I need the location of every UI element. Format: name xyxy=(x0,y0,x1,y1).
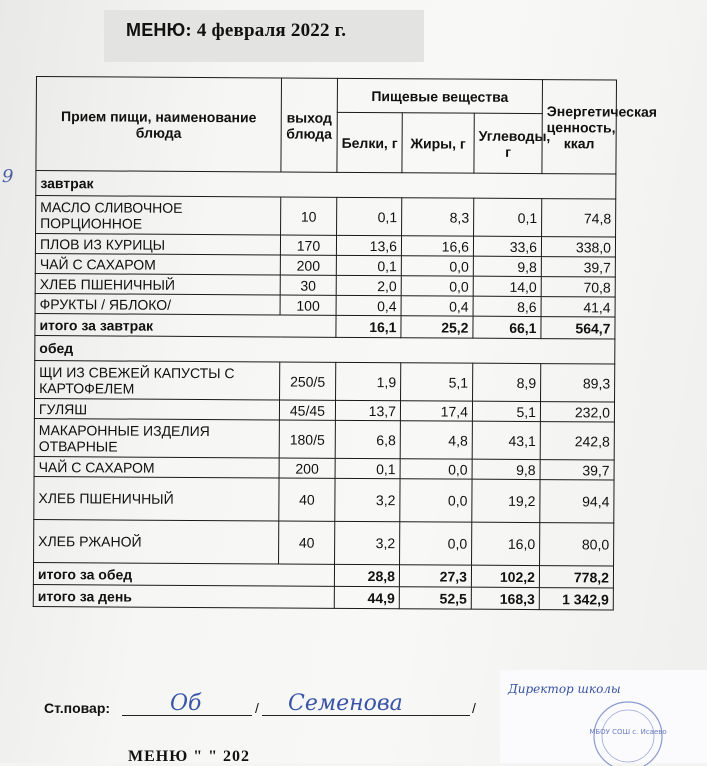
head-carbs: Углеводы, г xyxy=(474,113,542,173)
total-fat: 25,2 xyxy=(401,316,473,338)
total-carbs: 102,2 xyxy=(471,565,539,587)
fat-value: 17,4 xyxy=(400,401,472,421)
table-row xyxy=(36,196,616,238)
dish-name: МАКАРОННЫЕ ИЗДЕЛИЯ ОТВАРНЫЕ xyxy=(34,418,279,457)
head-output: выход блюда xyxy=(281,78,338,172)
section-title: обед xyxy=(35,335,615,364)
head-dish: Прием пищи, наименование блюда xyxy=(36,77,282,172)
total-protein: 28,8 xyxy=(334,564,399,586)
dish-output: 40 xyxy=(279,521,335,564)
energy-value: 80,0 xyxy=(540,523,614,566)
dish-name: ПЛОВ ИЗ КУРИЦЫ xyxy=(35,234,280,255)
head-nutrients: Пищевые вещества xyxy=(337,78,542,113)
carbs-value: 19,2 xyxy=(472,479,540,522)
dish-output: 40 xyxy=(279,478,335,521)
dish-output: 10 xyxy=(281,197,337,235)
fat-value: 5,1 xyxy=(401,363,473,401)
protein-value: 0,4 xyxy=(336,295,401,315)
section-title: завтрак xyxy=(36,171,616,200)
fat-value: 4,8 xyxy=(400,421,472,459)
cook-label: Ст.повар: xyxy=(44,700,111,716)
director-signature: Директор школы xyxy=(508,682,621,696)
total-fat: 27,3 xyxy=(399,565,471,587)
energy-value: 39,7 xyxy=(541,257,615,277)
energy-value: 74,8 xyxy=(542,199,616,237)
fat-value: 8,3 xyxy=(402,198,474,236)
carbs-value: 0,1 xyxy=(474,198,542,236)
next-menu-header: МЕНЮ " " 202 xyxy=(128,748,250,765)
menu-word: МЕНЮ xyxy=(126,20,186,40)
dish-name: ФРУКТЫ / ЯБЛОКО/ xyxy=(35,293,280,314)
protein-value: 6,8 xyxy=(335,420,400,458)
dish-name: ЧАЙ С САХАРОМ xyxy=(35,253,280,274)
carbs-value: 9,8 xyxy=(472,459,540,479)
school-stamp xyxy=(588,696,668,766)
svg-text:Семенова: Семенова xyxy=(288,691,403,716)
menu-table xyxy=(33,76,658,611)
dish-output: 200 xyxy=(279,458,335,478)
total-label: итого за завтрак xyxy=(35,313,336,337)
total-protein: 16,1 xyxy=(336,315,401,337)
table-row xyxy=(34,519,614,566)
svg-text:МБОУ СОШ с. Исаево: МБОУ СОШ с. Исаево xyxy=(589,728,667,736)
dish-name: ХЛЕБ РЖАНОЙ xyxy=(34,519,279,563)
fat-value: 0,0 xyxy=(400,459,472,479)
dish-name: МАСЛО СЛИВОЧНОЕ ПОРЦИОННОЕ xyxy=(36,196,281,235)
day-total-label: итого за день xyxy=(33,584,334,608)
handwritten-signatures xyxy=(170,682,470,718)
day-total-carbs: 168,3 xyxy=(471,587,539,609)
total-energy: 564,7 xyxy=(541,317,615,339)
day-total-energy: 1 342,9 xyxy=(539,588,613,610)
carbs-value: 14,0 xyxy=(473,276,541,296)
fat-value: 0,4 xyxy=(401,296,473,316)
svg-text:Об: Об xyxy=(170,691,202,716)
day-total-protein: 44,9 xyxy=(334,586,399,608)
protein-value: 2,0 xyxy=(336,275,401,295)
protein-value: 0,1 xyxy=(335,458,400,478)
protein-value: 3,2 xyxy=(335,521,400,564)
carbs-value: 9,8 xyxy=(473,256,541,276)
dish-output: 200 xyxy=(280,255,336,275)
fat-value: 0,0 xyxy=(401,256,473,276)
signature-separator-2: / xyxy=(472,700,476,716)
carbs-value: 8,6 xyxy=(473,296,541,316)
total-energy: 778,2 xyxy=(539,566,613,588)
protein-value: 3,2 xyxy=(335,478,400,521)
fat-value: 16,6 xyxy=(401,236,473,256)
carbs-value: 16,0 xyxy=(472,522,540,565)
carbs-value: 33,6 xyxy=(473,236,541,256)
day-total-fat: 52,5 xyxy=(399,587,471,609)
head-energy: Энергетическая ценность, ккал xyxy=(542,80,617,174)
dish-output: 250/5 xyxy=(280,362,336,400)
dish-output: 170 xyxy=(280,235,336,255)
carbs-value: 8,9 xyxy=(473,363,541,401)
energy-value: 94,4 xyxy=(540,480,614,523)
fat-value: 0,0 xyxy=(400,522,472,565)
section-header xyxy=(35,335,615,364)
energy-value: 89,3 xyxy=(541,364,615,402)
protein-value: 13,7 xyxy=(335,400,400,420)
fat-value: 0,0 xyxy=(400,479,472,522)
fat-value: 0,0 xyxy=(401,276,473,296)
protein-value: 0,1 xyxy=(337,197,402,235)
dish-name: ХЛЕБ ПШЕНИЧНЫЙ xyxy=(34,476,279,520)
dish-output: 45/45 xyxy=(279,400,335,420)
energy-value: 242,8 xyxy=(540,422,614,460)
total-carbs: 66,1 xyxy=(473,316,541,338)
signature-separator-1: / xyxy=(255,700,259,716)
energy-value: 338,0 xyxy=(541,237,615,257)
carbs-value: 43,1 xyxy=(472,421,540,459)
energy-value: 232,0 xyxy=(540,402,614,422)
table-body xyxy=(33,171,616,611)
protein-value: 13,6 xyxy=(336,235,401,255)
dish-output: 100 xyxy=(280,295,336,315)
energy-value: 70,8 xyxy=(541,277,615,297)
dish-output: 30 xyxy=(280,275,336,295)
dish-name: ЩИ ИЗ СВЕЖЕЙ КАПУСТЫ С КАРТОФЕЛЕМ xyxy=(35,360,280,399)
table-row xyxy=(35,360,615,402)
dish-name: ХЛЕБ ПШЕНИЧНЫЙ xyxy=(35,273,280,294)
dish-name: ГУЛЯШ xyxy=(34,398,279,419)
menu-date: : 4 февраля 2022 г. xyxy=(185,20,347,41)
table-head-row-1 xyxy=(36,77,616,115)
total-label: итого за обед xyxy=(33,562,334,586)
dish-name: ЧАЙ С САХАРОМ xyxy=(34,456,279,477)
dish-output: 180/5 xyxy=(279,420,335,458)
menu-title xyxy=(126,20,346,42)
head-protein: Белки, г xyxy=(337,112,402,172)
director-stamp-area xyxy=(500,670,707,763)
protein-value: 1,9 xyxy=(336,362,401,400)
table-row xyxy=(34,476,614,523)
day-total-row xyxy=(33,584,613,610)
head-fat: Жиры, г xyxy=(402,113,474,173)
protein-value: 0,1 xyxy=(336,255,401,275)
energy-value: 39,7 xyxy=(540,460,614,480)
energy-value: 41,4 xyxy=(541,297,615,317)
section-header xyxy=(36,171,616,200)
table-row xyxy=(34,418,614,460)
carbs-value: 5,1 xyxy=(472,401,540,421)
margin-mark: 9 xyxy=(2,166,14,187)
